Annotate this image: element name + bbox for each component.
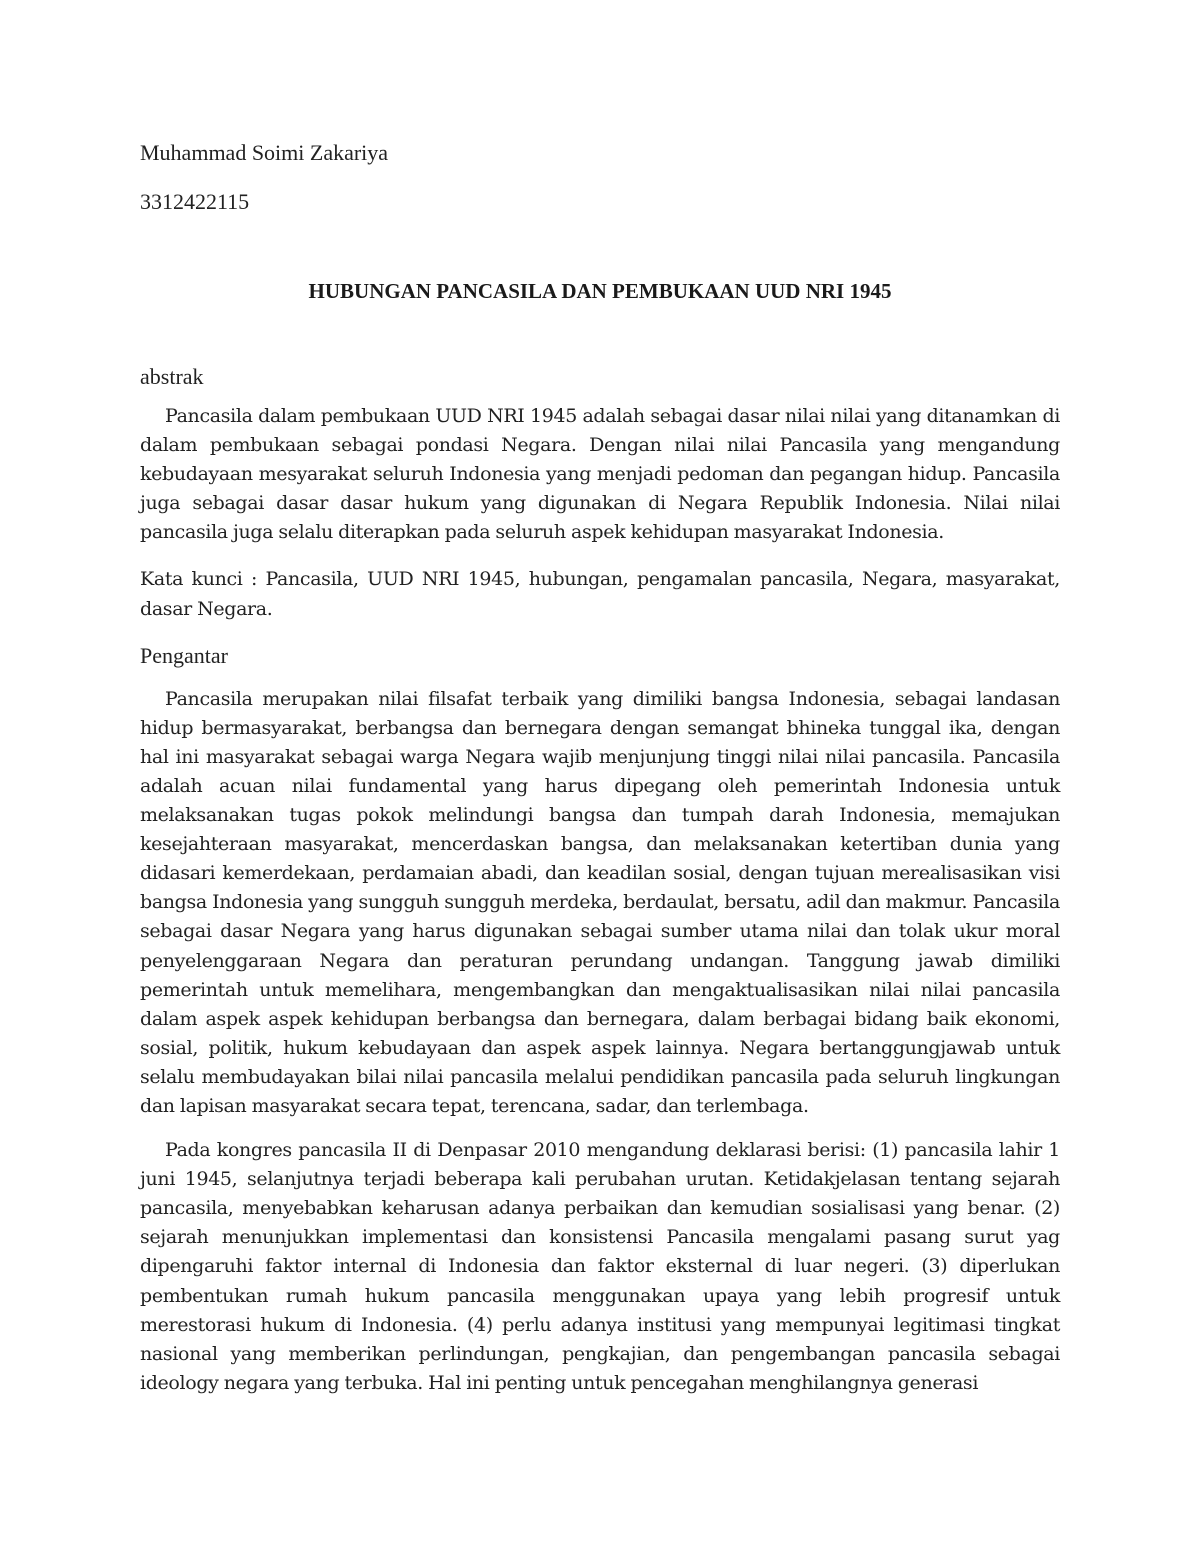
abstract-paragraph: Pancasila dalam pembukaan UUD NRI 1945 adalah sebagai dasar nilai nilai yang ditanamkan di dalam pembukaan sebagai pondasi Negara. Dengan nilai nilai Pancasila yang mengandung kebudayaan mesyarakat seluruh Indonesia yang menjadi pedoman dan pegangan hidup. Pancasila juga sebagai dasar dasar hukum yang digunakan di Negara Republik Indonesia. Nilai nilai pancasila juga selalu diterapkan pada seluruh aspek kehidupan masyarakat Indonesia.	[140, 405, 1060, 544]
student-id: 3312422115	[140, 189, 250, 214]
intro-paragraph-1: Pancasila merupakan nilai filsafat terbaik yang dimiliki bangsa Indonesia, sebagai landasan hidup bermasyarakat, berbangsa dan bernegara dengan semangat bhineka tunggal ika, dengan hal ini masyarakat sebagai warga Negara wajib menjunjung tinggi nilai nilai pancasila. Pancasila adalah acuan nilai fundamental yang harus dipegang oleh pemerintah Indonesia untuk melaksanakan tugas pokok melindungi bangsa dan tumpah darah Indonesia, memajukan kesejahteraan masyarakat, mencerdaskan bangsa, dan melaksanakan ketertiban dunia yang didasari kemerdekaan, perdamaian abadi, dan keadilan sosial, dengan tujuan merealisasikan visi bangsa Indonesia yang sungguh sungguh merdeka, berdaulat, bersatu, adil dan makmur. Pancasila sebagai dasar Negara yang harus digunakan sebagai sumber utama nilai dan tolak ukur moral penyelenggaraan Negara dan peraturan perundang undangan. Tanggung jawab dimiliki pemerintah untuk memelihara, mengembangkan dan mengaktualisasikan nilai nilai pancasila dalam aspek aspek kehidupan berbangsa dan bernegara, dalam berbagai bidang baik ekonomi, sosial, politik, hukum kebudayaan dan aspek aspek lainnya. Negara bertanggungjawab untuk selalu membudayakan bilai nilai pancasila melalui pendidikan pancasila pada seluruh lingkungan dan lapisan masyarakat secara tepat, terencana, sadar, dan terlembaga.	[140, 687, 1060, 1117]
abstract-heading: abstrak	[140, 364, 204, 389]
keywords-paragraph: Kata kunci : Pancasila, UUD NRI 1945, hubungan, pengamalan pancasila, Negara, masyarakat, dasar Negara.	[140, 568, 1060, 620]
intro-heading: Pengantar	[140, 642, 228, 668]
document-title: HUBUNGAN PANCASILA DAN PEMBUKAAN UUD NRI 1945	[308, 279, 892, 303]
document-body	[140, 138, 1060, 1398]
author-name: Muhammad Soimi Zakariya	[140, 140, 389, 165]
intro-paragraph-2: Pada kongres pancasila II di Denpasar 2010 mengandung deklarasi berisi: (1) pancasila lahir 1 juni 1945, selanjutnya terjadi beberapa kali perubahan urutan. Ketidakjelasan tentang sejarah pancasila, menyebabkan keharusan adanya perbaikan dan kemudian sosialisasi yang benar. (2) sejarah menunjukkan implementasi dan konsistensi Pancasila mengalami pasang surut yag dipengaruhi faktor internal di Indonesia dan faktor eksternal di luar negeri. (3) diperlukan pembentukan rumah hukum pancasila menggunakan upaya yang lebih progresif untuk merestorasi hukum di Indonesia. (4) perlu adanya institusi yang mempunyai legitimasi tingkat nasional yang memberikan perlindungan, pengkajian, dan pengembangan pancasila sebagai ideology negara yang terbuka. Hal ini penting untuk pencegahan menghilangnya generasi	[140, 1139, 1060, 1394]
